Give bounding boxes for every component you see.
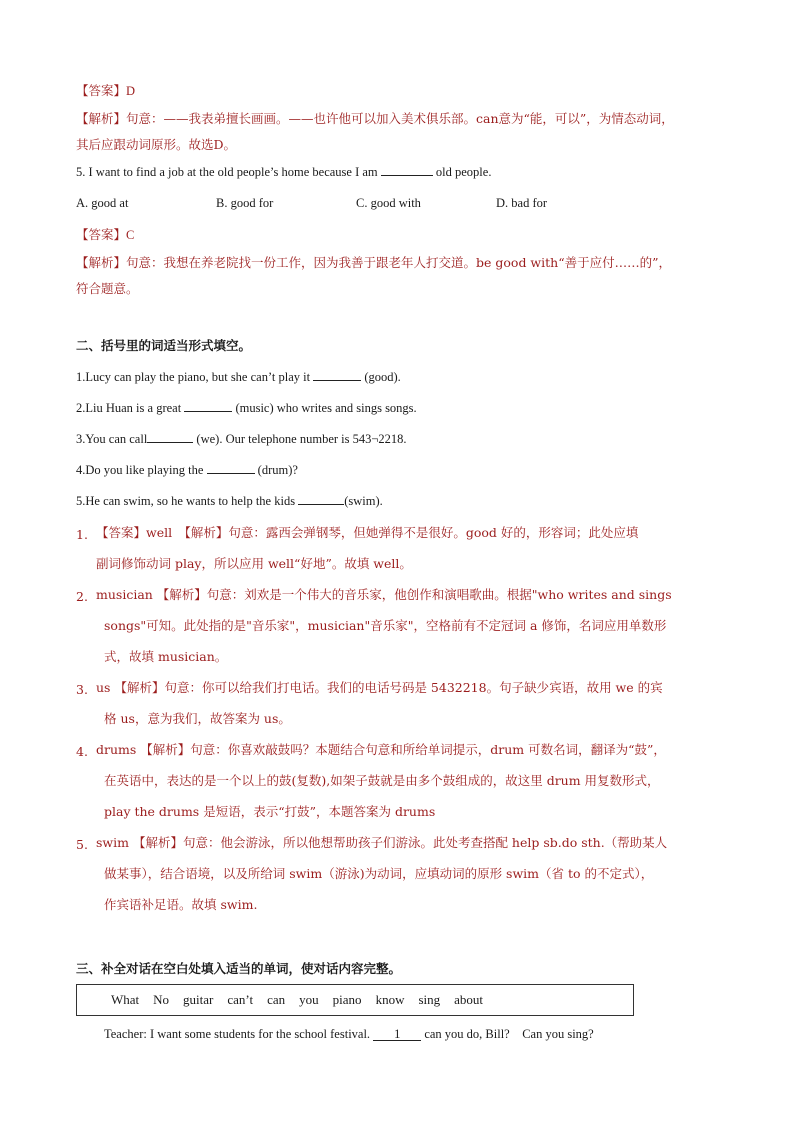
answer-line: 作宾语补足语。故填 swim. [104, 897, 258, 912]
answer-line: 在英语中，表达的是一个以上的鼓(复数),如架子鼓就是由多个鼓组成的，故这里 drum 用复数形式， [104, 773, 660, 788]
analysis-text: 句意：——我表弟擅长画画。——也许他可以加入美术俱乐部。can意为“能，可以”，为情态动词， [126, 111, 674, 126]
analysis-tag: 【解析】 [76, 111, 127, 126]
q5-answer-line [76, 226, 134, 244]
s2-answer-num-5: 5. [76, 837, 88, 852]
answer-line: 式，故填 musician。 [104, 649, 228, 664]
s2-answer-num-2: 2. [76, 589, 88, 604]
question-hint: (drum)? [257, 463, 298, 477]
section3-title: 三、补全对话在空白处填入适当的单词，使对话内容完整。 [76, 961, 402, 976]
s2-question-3 [76, 430, 407, 448]
word-bank-item: you [299, 992, 319, 1007]
s2-answer-4 [96, 734, 716, 827]
answer-line: play the drums 是短语，表示“打鼓”，本题答案为 drums [104, 804, 436, 819]
answer-blank [313, 368, 361, 381]
word-bank-item: can’t [227, 992, 254, 1007]
word-bank-item: guitar [183, 992, 214, 1007]
answer-blank [147, 430, 193, 443]
blank-number: 1 [394, 1027, 401, 1041]
q4-analysis-line1 [76, 110, 674, 128]
question-text: 4.Do you like playing the [76, 463, 204, 477]
s2-answer-3 [96, 672, 716, 734]
word-bank-item: No [153, 992, 170, 1007]
s2-question-4 [76, 461, 298, 479]
answer-line: 格 us，意为我们，故答案为 us。 [104, 711, 291, 726]
word-bank-item: sing [418, 992, 441, 1007]
q5-option-c: C. good with [356, 196, 421, 210]
s2-answer-5 [96, 827, 716, 920]
question-text: 3.You can call [76, 432, 148, 446]
dialogue-text: can you do, Bill? Can you sing? [424, 1027, 594, 1041]
dialogue-text: Teacher: I want some students for the school festival. [104, 1027, 371, 1041]
s2-answer-2 [96, 579, 716, 672]
question-text: 2.Liu Huan is a great [76, 401, 182, 415]
q4-answer-line [76, 82, 135, 100]
answer-value: C [126, 228, 135, 242]
s2-answer-num-4: 4. [76, 744, 88, 759]
question-hint: (we). Our telephone number is 543¬2218. [196, 432, 407, 446]
q5-stem [76, 163, 491, 181]
answer-blank [207, 461, 255, 474]
question-hint: (swim). [344, 494, 383, 508]
answer-line: 做某事），结合语境，以及所给词 swim（游泳)为动词，应填动词的原形 swim（省 to 的不定式）， [104, 866, 654, 881]
word-bank-item: What [111, 992, 140, 1007]
q5-analysis-line2: 符合题意。 [76, 281, 139, 296]
q5-analysis-line1 [76, 254, 671, 272]
answer-blank [298, 492, 344, 505]
q5-option-b: B. good for [216, 196, 274, 210]
q5-blank [381, 163, 433, 176]
s2-question-2 [76, 399, 417, 417]
dialogue-blank [373, 1028, 421, 1041]
answer-tag: 【答案】 [76, 83, 127, 98]
word-bank-item: can [267, 992, 286, 1007]
answer-line: 【答案】well 【解析】句意：露西会弹钢琴，但她弹得不是很好。good 好的，形容词；此处应填 [96, 525, 639, 540]
word-bank-item: about [454, 992, 484, 1007]
answer-value: D [126, 84, 136, 98]
question-hint: (music) who writes and sings songs. [235, 401, 417, 415]
answer-line: 副词修饰动词 play，所以应用 well“好地”。故填 well。 [96, 556, 412, 571]
answer-blank [184, 399, 232, 412]
answer-tag: 【答案】 [76, 227, 127, 242]
answer-line: songs"可知。此处指的是"音乐家"，musician"音乐家"，空格前有不定冠词 a 修饰，名词应用单数形 [104, 618, 667, 633]
section2-title: 二、括号里的词适当形式填空。 [76, 338, 252, 353]
word-bank-box [76, 984, 634, 1016]
s2-answer-1 [96, 517, 716, 579]
word-bank-item: piano [332, 992, 362, 1007]
answer-line: swim 【解析】句意：他会游泳，所以他想帮助孩子们游泳。此处考查搭配 help sb.do sth.（帮助某人 [96, 835, 668, 850]
q4-analysis-line2: 其后应跟动词原形。故选D。 [76, 137, 237, 152]
q5-stem-before: 5. I want to find a job at the old people’s home because I am [76, 165, 378, 179]
s2-answer-num-1: 1. [76, 527, 88, 542]
answer-line: drums 【解析】句意：你喜欢敲鼓吗？本题结合句意和所给单词提示，drum 可数名词，翻译为“鼓”， [96, 742, 666, 757]
analysis-text: 句意：我想在养老院找一份工作，因为我善于跟老年人打交道。be good with“善于应付……的”， [126, 255, 671, 270]
question-text: 5.He can swim, so he wants to help the kids [76, 494, 296, 508]
s2-question-5 [76, 492, 383, 510]
analysis-tag: 【解析】 [76, 255, 127, 270]
q5-stem-after: old people. [435, 165, 492, 179]
answer-line: musician 【解析】句意：刘欢是一个伟大的音乐家，他创作和演唱歌曲。根据"who writes and sings [96, 587, 672, 602]
question-text: 1.Lucy can play the piano, but she can’t play it [76, 370, 311, 384]
s2-question-1 [76, 368, 401, 386]
question-hint: (good). [364, 370, 401, 384]
word-bank-item: know [375, 992, 405, 1007]
dialogue-line-1 [104, 1025, 594, 1043]
s2-answer-num-3: 3. [76, 682, 88, 697]
q5-option-d: D. bad for [496, 196, 548, 210]
q5-options [76, 194, 547, 212]
q5-option-a: A. good at [76, 196, 129, 210]
answer-line: us 【解析】句意：你可以给我们打电话。我们的电话号码是 5432218。句子缺少宾语，故用 we 的宾 [96, 680, 663, 695]
